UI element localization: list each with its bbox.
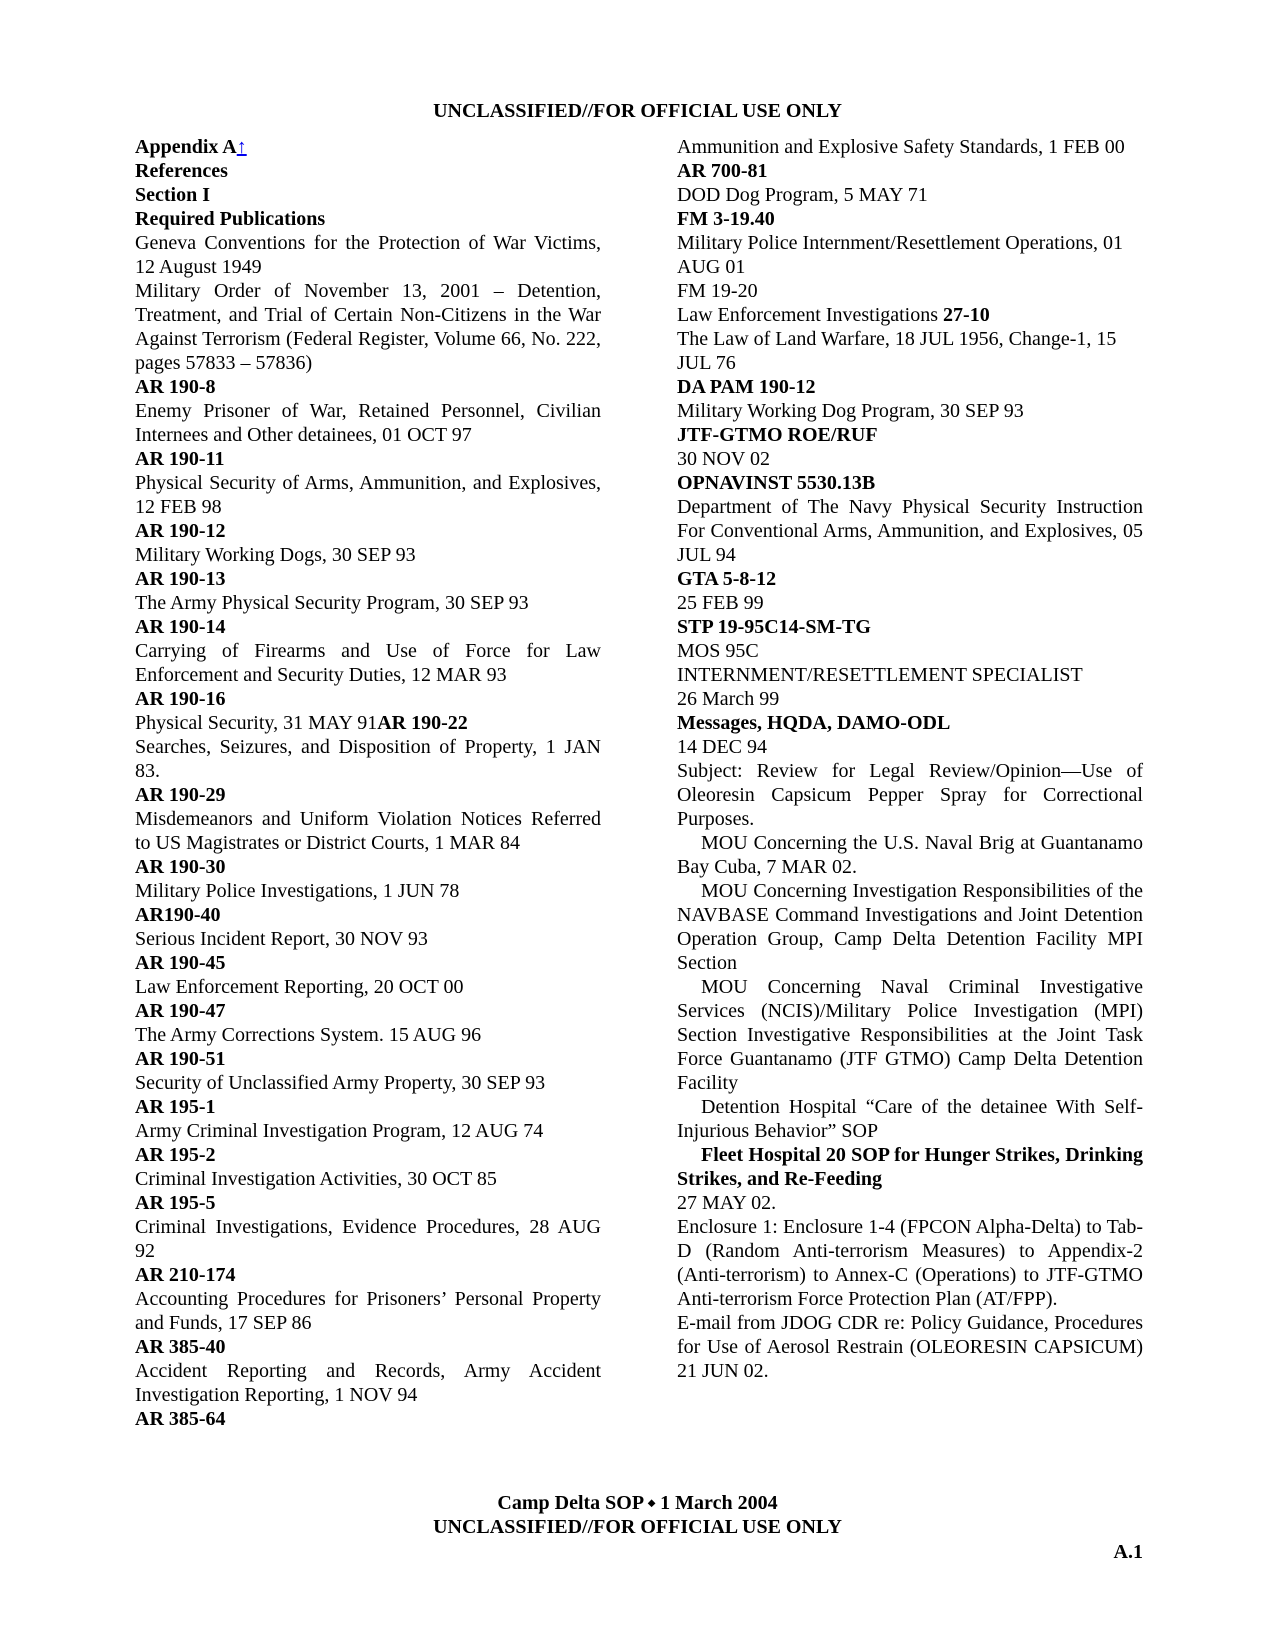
reference-id — [135, 783, 601, 807]
reference-line: AR 190-14 — [135, 616, 226, 638]
reference-id — [677, 1143, 1143, 1191]
reference-text — [677, 1191, 1143, 1215]
reference-id — [135, 1047, 601, 1071]
reference-line: AR 190-30 — [135, 856, 226, 878]
reference-line: AR 700-81 — [677, 160, 768, 182]
reference-text — [135, 927, 601, 951]
reference-line: AR 190-11 — [135, 448, 225, 470]
reference-id — [677, 471, 1143, 495]
reference-text — [135, 1215, 601, 1263]
reference-text — [677, 1311, 1143, 1383]
reference-line: AR 190-13 — [135, 568, 226, 590]
reference-text — [677, 447, 1143, 471]
reference-id-inline: AR 190-22 — [377, 712, 468, 734]
reference-line: Enemy Prisoner of War, Retained Personnel, Civilian Internees and Other detainees, 01 OCT 97 — [135, 400, 601, 446]
reference-line: Military Working Dogs, 30 SEP 93 — [135, 544, 416, 566]
reference-line: The Army Corrections System. 15 AUG 96 — [135, 1024, 482, 1046]
reference-text — [677, 735, 1143, 759]
footer-classification: UNCLASSIFIED//FOR OFFICIAL USE ONLY — [433, 1516, 842, 1538]
reference-line: Law Enforcement Investigations — [677, 304, 944, 326]
reference-line: Military Police Investigations, 1 JUN 78 — [135, 880, 460, 902]
right-column — [677, 135, 1143, 1383]
reference-line: Fleet Hospital 20 SOP for Hunger Strikes, Drinking Strikes, and Re-Feeding — [677, 1144, 1143, 1190]
reference-id — [135, 1263, 601, 1287]
left-entries — [135, 231, 601, 1431]
reference-line: AR 190-45 — [135, 952, 226, 974]
reference-text — [135, 471, 601, 519]
reference-line: 27 MAY 02. — [677, 1192, 777, 1214]
reference-id — [135, 375, 601, 399]
reference-id — [677, 207, 1143, 231]
reference-id — [135, 999, 601, 1023]
reference-text — [677, 495, 1143, 567]
reference-text — [135, 711, 601, 735]
reference-id — [135, 615, 601, 639]
reference-line: Carrying of Firearms and Use of Force for Law Enforcement and Security Duties, 12 MAR 93 — [135, 640, 601, 686]
footer-title: Camp Delta SOP ⬩ 1 March 2004 — [497, 1492, 778, 1514]
reference-id — [135, 1407, 601, 1431]
reference-text — [135, 399, 601, 447]
reference-text — [677, 663, 1143, 687]
reference-line: FM 3-19.40 — [677, 208, 775, 230]
reference-text — [677, 183, 1143, 207]
reference-id — [135, 687, 601, 711]
reference-text — [677, 591, 1143, 615]
reference-text — [677, 687, 1143, 711]
reference-line: OPNAVINST 5530.13B — [677, 472, 876, 494]
appendix-up-link[interactable]: ↑ — [236, 136, 247, 158]
reference-text — [677, 975, 1143, 1095]
reference-text — [135, 231, 601, 279]
reference-line: Searches, Seizures, and Disposition of Property, 1 JAN 83. — [135, 736, 601, 782]
reference-text — [677, 231, 1143, 279]
reference-text — [677, 303, 1143, 327]
reference-id-inline: 27-10 — [943, 304, 990, 326]
reference-text — [677, 879, 1143, 975]
reference-line: Law Enforcement Reporting, 20 OCT 00 — [135, 976, 464, 998]
reference-text — [677, 639, 1143, 663]
reference-line: E-mail from JDOG CDR re: Policy Guidance, Procedures for Use of Aerosol Restrain (OLEORESIN CAPSICUM) 21 JUN 02. — [677, 1312, 1143, 1382]
reference-line: Criminal Investigation Activities, 30 OCT 85 — [135, 1168, 497, 1190]
reference-line: Detention Hospital “Care of the detainee With Self-Injurious Behavior” SOP — [677, 1096, 1143, 1142]
reference-line: AR 190-16 — [135, 688, 226, 710]
reference-line: MOS 95C — [677, 640, 759, 662]
reference-text — [135, 1071, 601, 1095]
reference-text — [135, 975, 601, 999]
reference-line: AR 195-1 — [135, 1096, 216, 1118]
reference-id — [677, 159, 1143, 183]
reference-line: AR190-40 — [135, 904, 221, 926]
reference-line: DOD Dog Program, 5 MAY 71 — [677, 184, 928, 206]
reference-text — [135, 639, 601, 687]
reference-line: FM 19-20 — [677, 280, 758, 302]
reference-line: MOU Concerning Investigation Responsibilities of the NAVBASE Command Investigations and Joint Detention Operation Group, Camp Delta Detention Facility MPI Section — [677, 880, 1143, 974]
reference-id — [135, 567, 601, 591]
reference-line: 30 NOV 02 — [677, 448, 770, 470]
reference-line: GTA 5-8-12 — [677, 568, 777, 590]
page-footer — [0, 1491, 1275, 1539]
reference-line: Department of The Navy Physical Security Instruction For Conventional Arms, Ammunition, and Explosives, 05 JUL 94 — [677, 496, 1143, 566]
reference-id — [677, 375, 1143, 399]
reference-line: JTF-GTMO ROE/RUF — [677, 424, 878, 446]
reference-line: AR 190-12 — [135, 520, 226, 542]
reference-text — [677, 135, 1143, 159]
reference-line: Enclosure 1: Enclosure 1-4 (FPCON Alpha-Delta) to Tab-D (Random Anti-terrorism Measures) to Appendix-2 (Anti-terrorism) to Annex-C (Operations) to JTF-GTMO Anti-terrorism Force Protection Plan (AT/FPP). — [677, 1216, 1143, 1310]
reference-line: AR 190-47 — [135, 1000, 226, 1022]
reference-text — [135, 735, 601, 783]
section-heading: Section I — [135, 184, 210, 206]
reference-text — [135, 1119, 601, 1143]
reference-line: Misdemeanors and Uniform Violation Notices Referred to US Magistrates or District Courts, 1 MAR 84 — [135, 808, 601, 854]
reference-id — [135, 447, 601, 471]
reference-line: AR 385-64 — [135, 1408, 226, 1430]
reference-text — [135, 543, 601, 567]
reference-line: INTERNMENT/RESETTLEMENT SPECIALIST — [677, 664, 1083, 686]
reference-line: Military Order of November 13, 2001 – Detention, Treatment, and Trial of Certain Non-Citizens in the War Against Terrorism (Federal Register, Volume 66, No. 222, pages 57833 – 57836) — [135, 280, 601, 374]
reference-id — [135, 1143, 601, 1167]
reference-text — [135, 807, 601, 855]
reference-line: Security of Unclassified Army Property, 30 SEP 93 — [135, 1072, 546, 1094]
reference-line: Physical Security of Arms, Ammunition, and Explosives, 12 FEB 98 — [135, 472, 601, 518]
reference-text — [135, 1167, 601, 1191]
reference-text — [135, 1287, 601, 1335]
reference-text — [677, 1215, 1143, 1311]
reference-line: Accounting Procedures for Prisoners’ Personal Property and Funds, 17 SEP 86 — [135, 1288, 601, 1334]
reference-line: The Law of Land Warfare, 18 JUL 1956, Change-1, 15 JUL 76 — [677, 328, 1117, 374]
reference-id — [135, 1095, 601, 1119]
reference-line: Messages, HQDA, DAMO-ODL — [677, 712, 951, 734]
reference-text — [135, 1023, 601, 1047]
classification-header: UNCLASSIFIED//FOR OFFICIAL USE ONLY — [433, 100, 842, 122]
reference-text — [677, 279, 1143, 303]
reference-line: AR 385-40 — [135, 1336, 226, 1358]
reference-id — [677, 711, 1143, 735]
reference-line: 25 FEB 99 — [677, 592, 764, 614]
reference-line: AR 190-51 — [135, 1048, 226, 1070]
reference-line: Serious Incident Report, 30 NOV 93 — [135, 928, 428, 950]
appendix-title — [135, 135, 601, 159]
reference-text — [135, 879, 601, 903]
reference-text — [135, 1359, 601, 1407]
reference-line: 26 March 99 — [677, 688, 780, 710]
reference-line: AR 195-5 — [135, 1192, 216, 1214]
reference-line: AR 190-29 — [135, 784, 226, 806]
page-number: A.1 — [1113, 1541, 1143, 1563]
reference-text — [677, 399, 1143, 423]
appendix-title-text: Appendix A — [135, 136, 237, 158]
reference-line: Military Police Internment/Resettlement Operations, 01 AUG 01 — [677, 232, 1124, 278]
reference-id — [677, 567, 1143, 591]
reference-id — [135, 855, 601, 879]
reference-id — [135, 519, 601, 543]
reference-line: AR 190-8 — [135, 376, 216, 398]
left-column — [135, 135, 601, 1431]
reference-line: STP 19-95C14-SM-TG — [677, 616, 871, 638]
reference-text — [677, 831, 1143, 879]
reference-line: MOU Concerning Naval Criminal Investigative Services (NCIS)/Military Police Investigation (MPI) Section Investigative Responsibilities at the Joint Task Force Guantanamo (JTF GTMO) Camp Delta Detention Facility — [677, 976, 1143, 1094]
reference-line: AR 195-2 — [135, 1144, 216, 1166]
reference-text — [677, 759, 1143, 831]
reference-line: Military Working Dog Program, 30 SEP 93 — [677, 400, 1024, 422]
reference-id — [135, 1335, 601, 1359]
reference-line: 14 DEC 94 — [677, 736, 767, 758]
reference-line: AR 210-174 — [135, 1264, 236, 1286]
reference-line: MOU Concerning the U.S. Naval Brig at Guantanamo Bay Cuba, 7 MAR 02. — [677, 832, 1143, 878]
reference-line: Ammunition and Explosive Safety Standards, 1 FEB 00 — [677, 136, 1125, 158]
reference-line: Army Criminal Investigation Program, 12 AUG 74 — [135, 1120, 544, 1142]
references-heading: References — [135, 160, 228, 182]
reference-text — [677, 327, 1143, 375]
reference-id — [677, 615, 1143, 639]
reference-id — [135, 903, 601, 927]
reference-id — [135, 1191, 601, 1215]
reference-id — [677, 423, 1143, 447]
right-entries — [677, 135, 1143, 1383]
reference-line: DA PAM 190-12 — [677, 376, 816, 398]
reference-line: Subject: Review for Legal Review/Opinion—Use of Oleoresin Capsicum Pepper Spray for Correctional Purposes. — [677, 760, 1143, 830]
reference-text — [677, 1095, 1143, 1143]
reference-text — [135, 591, 601, 615]
reference-line: The Army Physical Security Program, 30 SEP 93 — [135, 592, 529, 614]
required-publications-heading: Required Publications — [135, 208, 326, 230]
reference-line: Geneva Conventions for the Protection of War Victims, 12 August 1949 — [135, 232, 601, 278]
reference-line: Accident Reporting and Records, Army Accident Investigation Reporting, 1 NOV 94 — [135, 1360, 601, 1406]
reference-line: Physical Security, 31 MAY 91 — [135, 712, 378, 734]
reference-text — [135, 279, 601, 375]
reference-line: Criminal Investigations, Evidence Procedures, 28 AUG 92 — [135, 1216, 601, 1262]
reference-id — [135, 951, 601, 975]
